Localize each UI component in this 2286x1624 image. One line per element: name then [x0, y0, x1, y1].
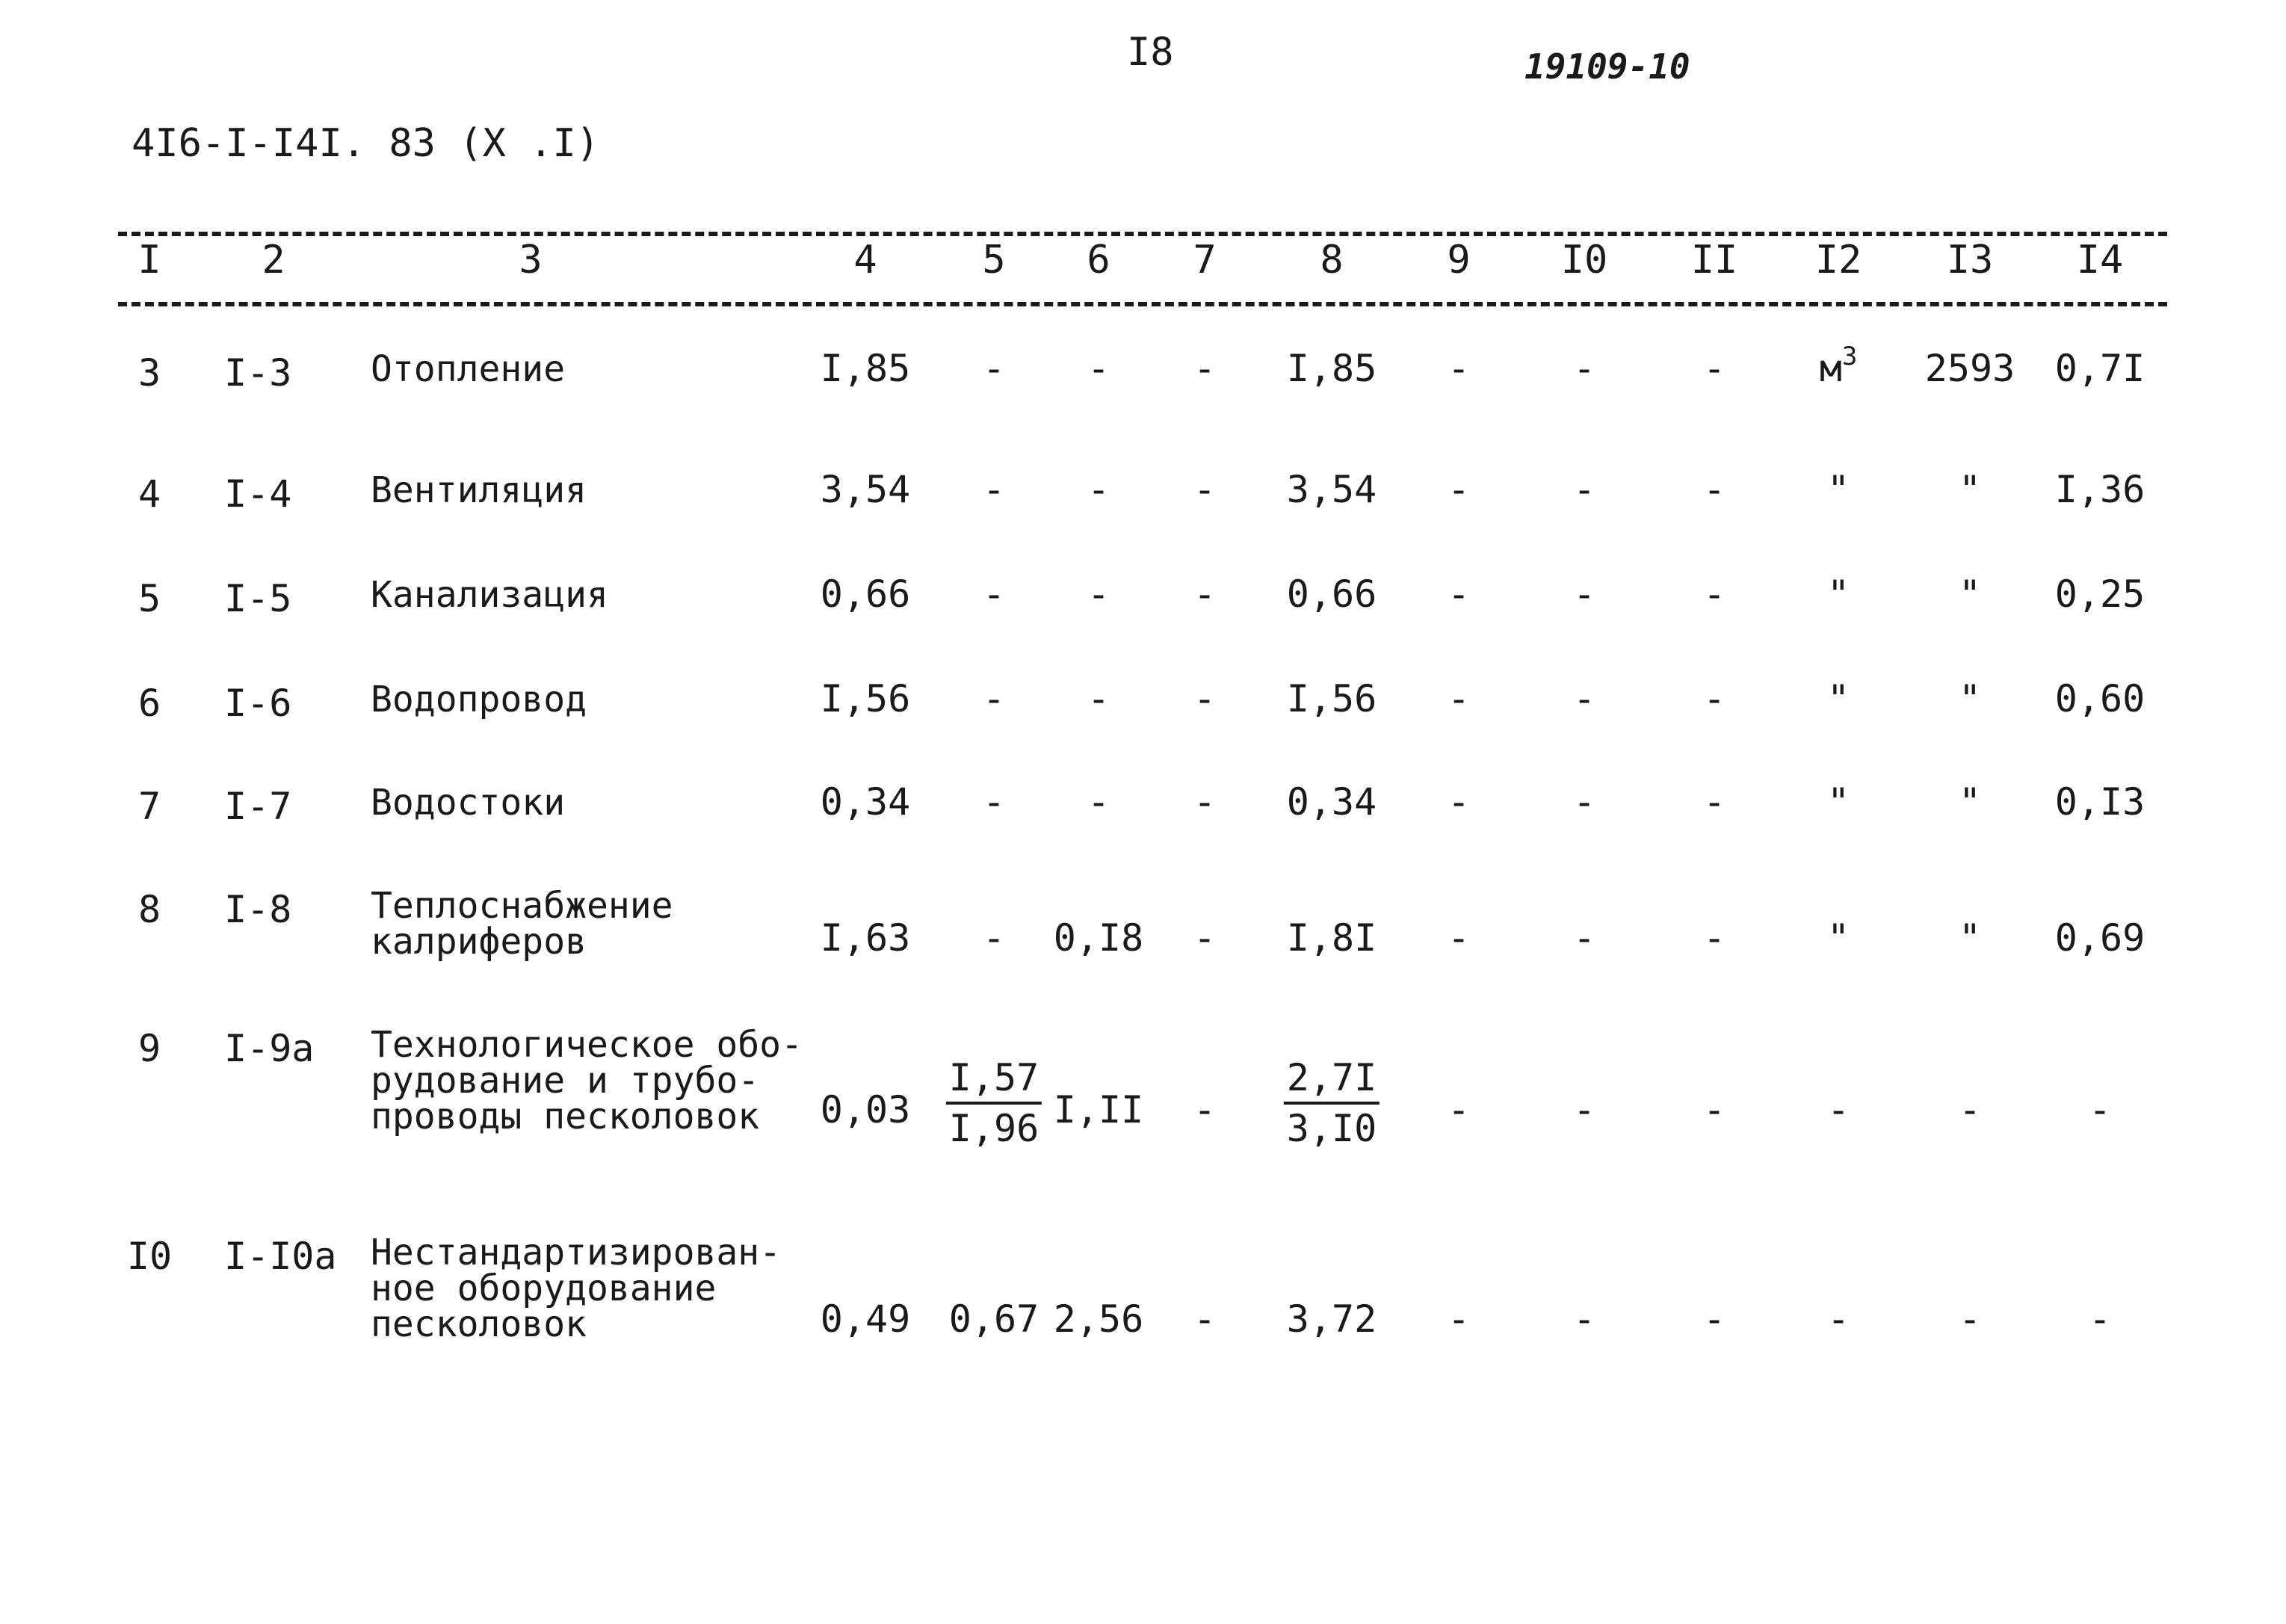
- column-header-13: I3: [1946, 238, 1994, 282]
- value-cell: ": [1958, 780, 1982, 824]
- value-cell: -: [2088, 1088, 2112, 1131]
- row-number: 8: [138, 888, 161, 931]
- value-cell: 0,I3: [2054, 780, 2146, 824]
- value-cell: -: [1572, 780, 1596, 824]
- value-cell: -: [1572, 677, 1596, 720]
- value-cell: -: [1702, 916, 1726, 960]
- value-cell: ": [1958, 572, 1982, 616]
- item-name-line: Вентиляция: [371, 469, 587, 511]
- fraction-denominator: I,96: [948, 1107, 1039, 1150]
- value-cell: ": [1826, 468, 1850, 511]
- value-cell: ": [1958, 468, 1982, 511]
- unit-exponent: 3: [1841, 342, 1858, 371]
- fraction-denominator: 3,I0: [1286, 1107, 1377, 1150]
- fraction-value: [946, 1054, 1042, 1152]
- row-number: I0: [126, 1235, 173, 1278]
- value-cell: 0,67: [948, 1297, 1039, 1341]
- item-name: [371, 782, 566, 824]
- value-cell: 0,66: [820, 572, 911, 616]
- item-name: [371, 679, 587, 720]
- value-cell: -: [982, 572, 1006, 616]
- value-cell: 3,54: [1286, 468, 1377, 511]
- value-cell: -: [1447, 468, 1471, 511]
- column-header-10: I0: [1560, 238, 1608, 282]
- column-header-3: 3: [519, 238, 543, 282]
- value-cell: -: [1572, 347, 1596, 390]
- value-cell: -: [1447, 677, 1471, 720]
- column-header-14: I4: [2076, 238, 2124, 282]
- value-cell: 0,66: [1286, 572, 1377, 616]
- value-cell: ": [1826, 780, 1850, 824]
- value-cell: ": [1958, 677, 1982, 720]
- value-cell: -: [1958, 1297, 1982, 1341]
- value-cell: 0,03: [820, 1088, 911, 1131]
- value-cell: 0,69: [2054, 916, 2146, 960]
- value-cell: -: [1702, 1297, 1726, 1341]
- value-cell: -: [982, 780, 1006, 824]
- value-cell: 0,I8: [1053, 916, 1144, 960]
- value-cell: 0,7I: [2054, 347, 2146, 390]
- value-cell: -: [1572, 1088, 1596, 1131]
- column-header-8: 8: [1320, 238, 1344, 282]
- value-cell: -: [1826, 1297, 1850, 1341]
- column-header-6: 6: [1087, 238, 1110, 282]
- row-number: 6: [138, 682, 161, 725]
- value-cell: -: [1572, 1297, 1596, 1341]
- value-cell: 0,34: [1286, 780, 1377, 824]
- value-cell: -: [1193, 572, 1217, 616]
- item-name-line: Канализация: [371, 574, 608, 616]
- value-cell: 2593: [1924, 347, 2015, 390]
- value-cell: -: [1702, 780, 1726, 824]
- item-name: [371, 574, 608, 616]
- value-cell: -: [1087, 677, 1110, 720]
- row-number: 9: [138, 1027, 161, 1070]
- value-cell: I,II: [1053, 1088, 1144, 1131]
- item-name-line: ное оборудование: [371, 1268, 717, 1309]
- value-cell: -: [1572, 916, 1596, 960]
- value-cell: -: [1702, 347, 1726, 390]
- value-cell: ": [1958, 916, 1982, 960]
- value-cell: -: [1447, 572, 1471, 616]
- value-cell: -: [1702, 468, 1726, 511]
- value-cell: -: [1193, 468, 1217, 511]
- value-cell: I,36: [2054, 468, 2146, 511]
- value-cell: -: [982, 916, 1006, 960]
- value-cell: 0,34: [820, 780, 911, 824]
- value-cell: I,85: [820, 347, 911, 390]
- item-code: I-7: [224, 785, 292, 828]
- item-name: [371, 1232, 782, 1345]
- value-cell: 0,25: [2054, 572, 2146, 616]
- item-code: I-I0a: [224, 1235, 337, 1278]
- value-cell: -: [2088, 1297, 2112, 1341]
- column-header-11: II: [1690, 238, 1738, 282]
- fraction-numerator: I,57: [946, 1054, 1042, 1105]
- column-header-2: 2: [262, 238, 285, 282]
- value-cell: I,56: [820, 677, 911, 720]
- row-number: 4: [138, 472, 161, 516]
- column-header-9: 9: [1447, 238, 1471, 282]
- value-cell: ": [1826, 916, 1850, 960]
- value-cell: -: [1826, 1088, 1850, 1131]
- value-cell: -: [1087, 468, 1110, 511]
- column-header-7: 7: [1193, 238, 1217, 282]
- value-cell: -: [1193, 780, 1217, 824]
- value-cell: -: [982, 677, 1006, 720]
- item-name-line: Водостоки: [371, 782, 566, 824]
- item-name-line: песколовок: [371, 1303, 587, 1345]
- item-code: I-5: [224, 577, 292, 620]
- page-number: I8: [1127, 30, 1174, 75]
- item-name: [371, 1024, 803, 1137]
- header-bottom-rule: [118, 302, 2167, 306]
- row-number: 5: [138, 577, 161, 620]
- value-cell: -: [1447, 916, 1471, 960]
- item-name-line: Теплоснабжение: [371, 885, 673, 927]
- item-name-line: рудование и трубо-: [371, 1060, 760, 1102]
- value-cell: -: [1193, 677, 1217, 720]
- value-cell: -: [1702, 1088, 1726, 1131]
- value-cell: I,63: [820, 916, 911, 960]
- value-cell: -: [982, 347, 1006, 390]
- row-number: 3: [138, 351, 161, 395]
- column-header-5: 5: [982, 238, 1006, 282]
- document-id: 4I6-I-I4I. 83 (X .I): [132, 121, 600, 166]
- value-cell: -: [1572, 572, 1596, 616]
- value-cell: -: [1447, 780, 1471, 824]
- value-cell: ": [1826, 572, 1850, 616]
- value-cell: -: [1572, 468, 1596, 511]
- item-code: I-8: [224, 888, 292, 931]
- column-header-1: I: [138, 238, 161, 282]
- header-top-rule: [118, 232, 2167, 236]
- value-cell: I,56: [1286, 677, 1377, 720]
- value-cell: 0,49: [820, 1297, 911, 1341]
- value-cell: -: [1087, 347, 1110, 390]
- value-cell: 2,56: [1053, 1297, 1144, 1341]
- value-cell: 3,54: [820, 468, 911, 511]
- value-cell: I,8I: [1286, 916, 1377, 960]
- item-name-line: Отопление: [371, 348, 566, 390]
- item-name: [371, 348, 566, 390]
- item-name-line: калриферов: [371, 921, 587, 963]
- value-cell: -: [1193, 1297, 1217, 1341]
- column-header-12: I2: [1814, 238, 1862, 282]
- fraction-value: [1284, 1054, 1380, 1152]
- value-cell: -: [1447, 1088, 1471, 1131]
- value-cell: -: [1447, 1297, 1471, 1341]
- value-cell: -: [1702, 677, 1726, 720]
- item-code: I-9a: [224, 1027, 315, 1070]
- item-name: [371, 469, 587, 511]
- value-cell: -: [1087, 572, 1110, 616]
- value-cell: 3,72: [1286, 1297, 1377, 1341]
- item-code: I-3: [224, 351, 292, 395]
- item-name-line: Водопровод: [371, 679, 587, 720]
- value-cell: ": [1826, 677, 1850, 720]
- value-cell: [1819, 342, 1858, 390]
- unit-base: м: [1819, 347, 1842, 390]
- value-cell: -: [1087, 780, 1110, 824]
- value-cell: -: [1193, 347, 1217, 390]
- value-cell: -: [1193, 1088, 1217, 1131]
- value-cell: -: [1447, 347, 1471, 390]
- value-cell: -: [1702, 572, 1726, 616]
- item-name-line: Технологическое обо-: [371, 1024, 803, 1066]
- column-header-4: 4: [853, 238, 877, 282]
- item-name-line: проводы песколовок: [371, 1096, 760, 1137]
- value-cell: 0,60: [2054, 677, 2146, 720]
- row-number: 7: [138, 785, 161, 828]
- item-code: I-4: [224, 472, 292, 516]
- value-cell: -: [1193, 916, 1217, 960]
- value-cell: -: [1958, 1088, 1982, 1131]
- fraction-numerator: 2,7I: [1284, 1054, 1380, 1105]
- item-name: [371, 885, 673, 963]
- handwritten-note: 19109-10: [1524, 46, 1690, 87]
- value-cell: I,85: [1286, 347, 1377, 390]
- item-name-line: Нестандартизирован-: [371, 1232, 782, 1273]
- value-cell: -: [982, 468, 1006, 511]
- item-code: I-6: [224, 682, 292, 725]
